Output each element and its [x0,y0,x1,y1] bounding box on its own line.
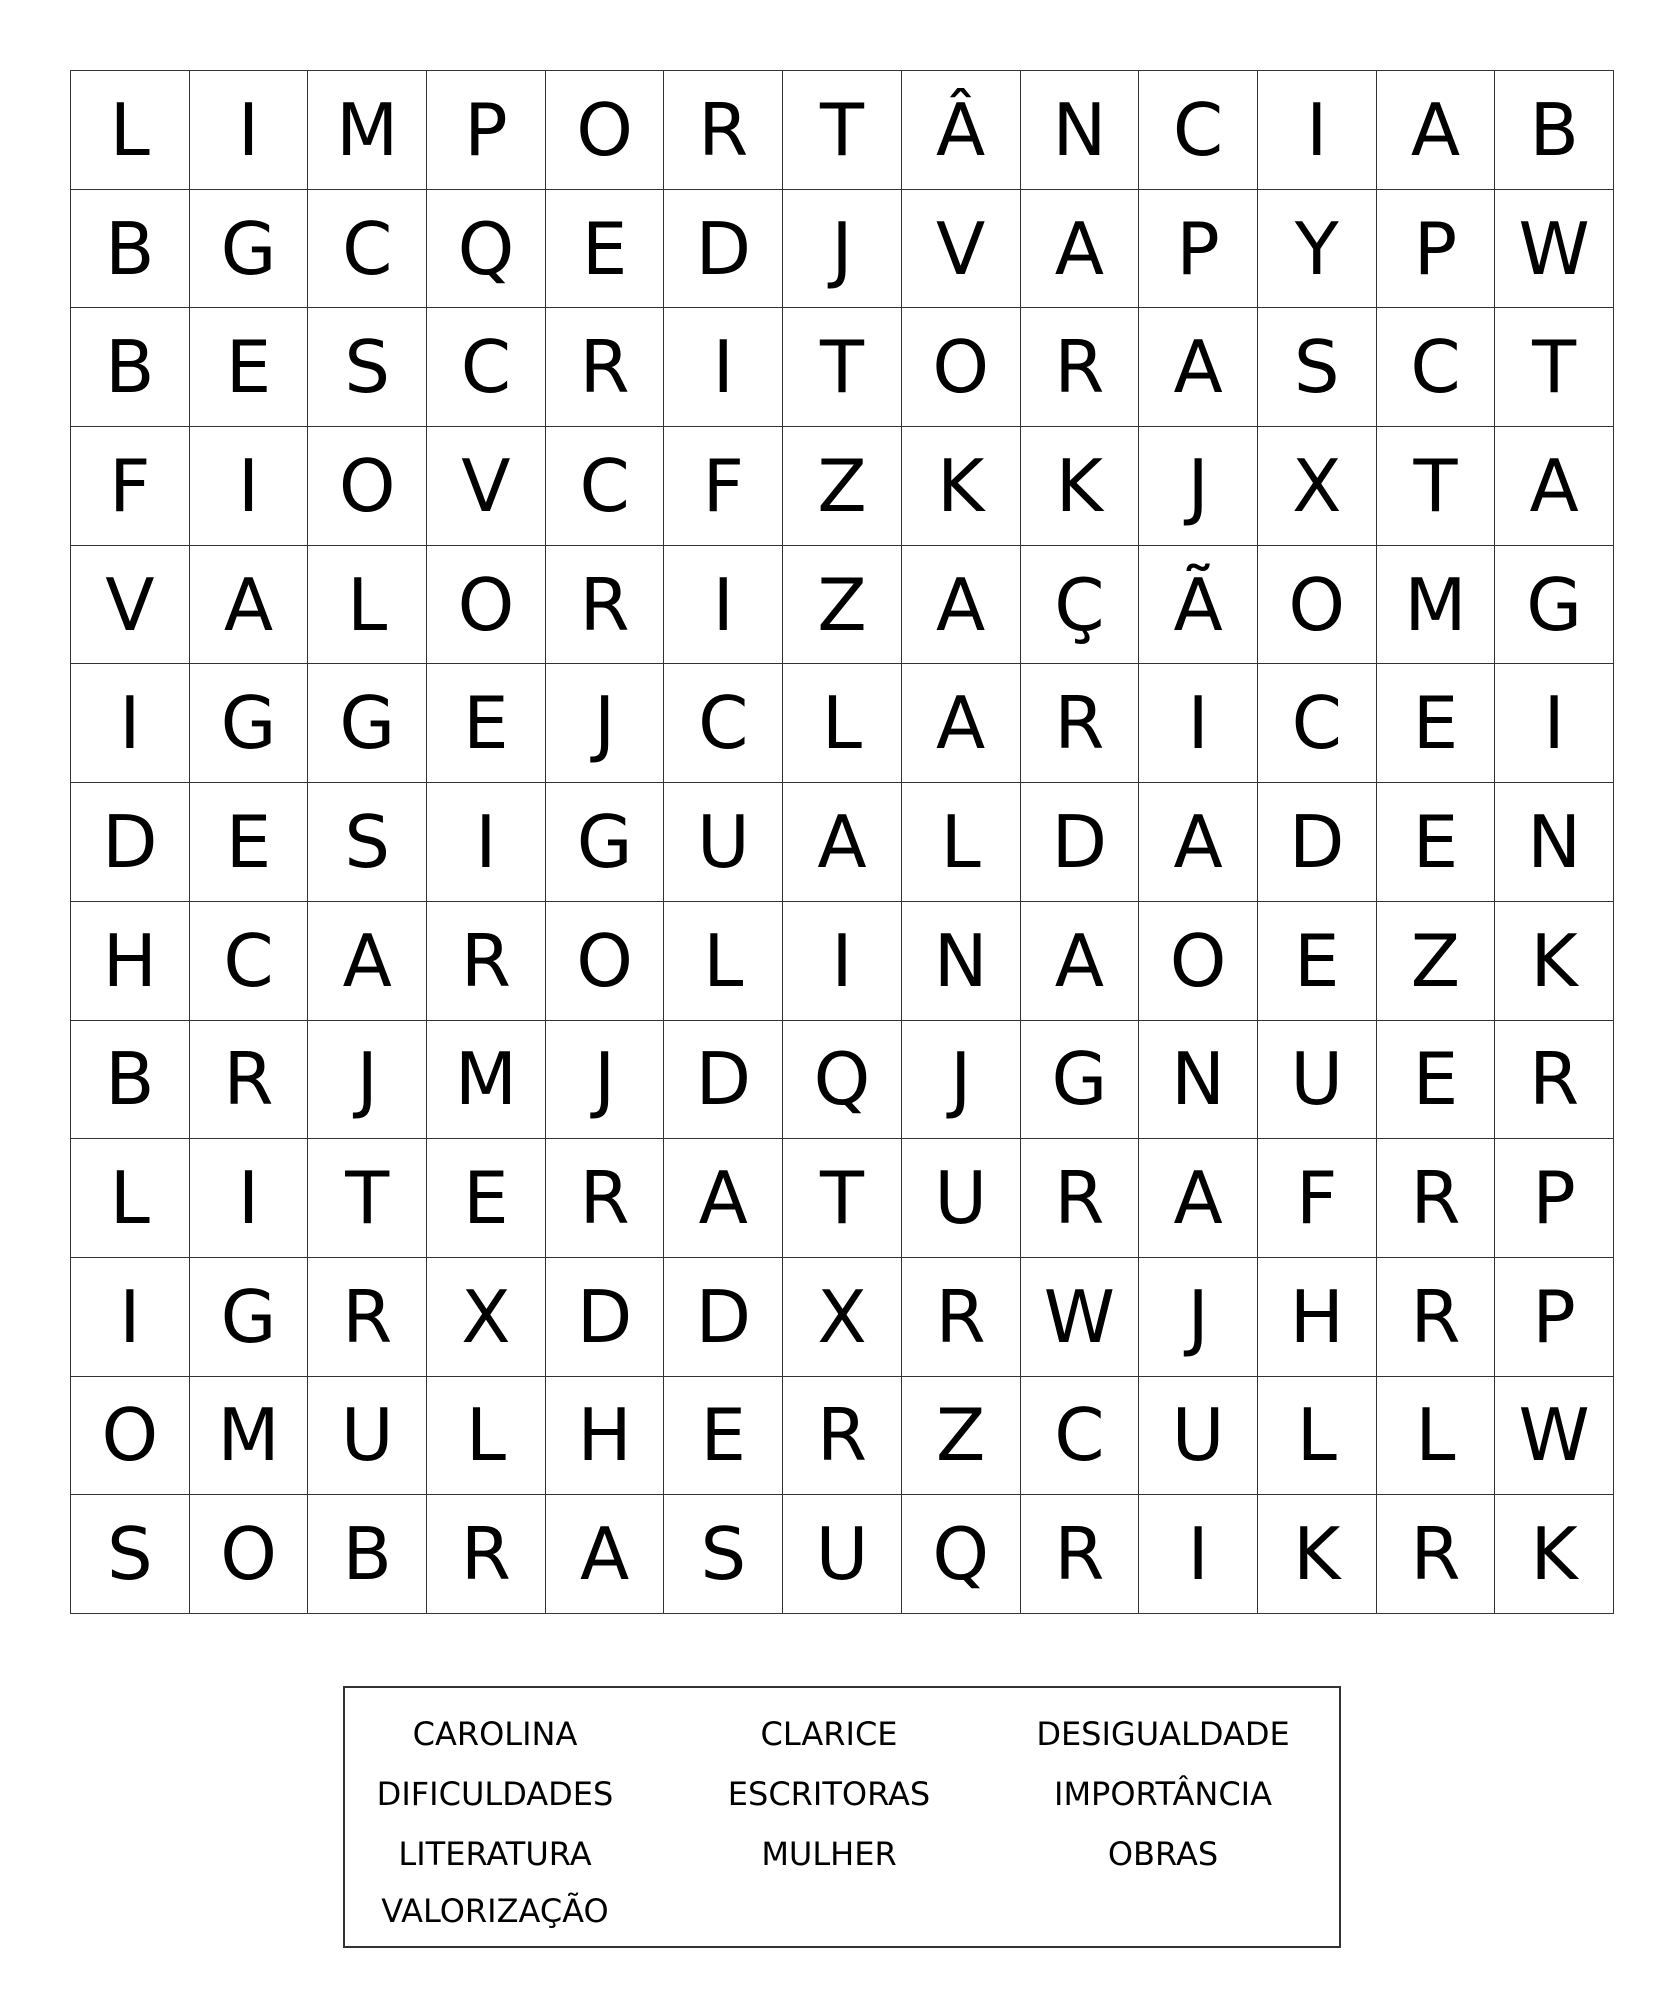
grid-cell[interactable]: A [1021,902,1140,1021]
grid-cell[interactable]: K [1021,427,1140,546]
grid-cell[interactable]: N [1139,1021,1258,1140]
grid-cell[interactable]: J [1139,1258,1258,1377]
word-list-item: CAROLINA [412,1715,578,1753]
grid-cell[interactable]: D [71,783,190,902]
grid-cell[interactable]: D [546,1258,665,1377]
grid-cell[interactable]: S [664,1495,783,1614]
grid-cell[interactable]: I [190,71,309,190]
grid-cell[interactable]: C [1139,71,1258,190]
grid-cell[interactable]: P [1377,190,1496,309]
grid-cell[interactable]: T [1377,427,1496,546]
grid-cell[interactable]: J [783,190,902,309]
grid-cell[interactable]: J [308,1021,427,1140]
grid-cell[interactable]: R [1495,1021,1614,1140]
grid-cell[interactable]: T [308,1139,427,1258]
grid-cell[interactable]: O [902,308,1021,427]
grid-cell[interactable]: I [1139,1495,1258,1614]
grid-cell[interactable]: T [783,1139,902,1258]
grid-cell[interactable]: V [902,190,1021,309]
grid-cell[interactable]: A [1495,427,1614,546]
grid-cell[interactable]: T [783,308,902,427]
word-list-item: MULHER [761,1835,897,1873]
grid-cell[interactable]: C [1258,664,1377,783]
word-list-item: CLARICE [760,1715,898,1753]
grid-cell[interactable]: L [783,664,902,783]
grid-cell[interactable]: R [1377,1139,1496,1258]
word-list-item: ESCRITORAS [727,1775,931,1813]
grid-cell[interactable]: I [664,546,783,665]
grid-cell[interactable]: M [427,1021,546,1140]
grid-cell[interactable]: K [1495,1495,1614,1614]
grid-cell[interactable]: K [902,427,1021,546]
word-list-item: IMPORTÂNCIA [1054,1775,1272,1813]
grid-cell[interactable]: Z [783,427,902,546]
grid-cell[interactable]: R [902,1258,1021,1377]
grid-cell[interactable]: R [664,71,783,190]
grid-cell[interactable]: L [1377,1377,1496,1496]
grid-cell[interactable]: E [1377,1021,1496,1140]
grid-cell[interactable]: C [427,308,546,427]
grid-cell[interactable]: U [1139,1377,1258,1496]
grid-cell[interactable]: U [664,783,783,902]
grid-cell[interactable]: R [1021,664,1140,783]
grid-cell[interactable]: X [783,1258,902,1377]
grid-cell[interactable]: A [902,664,1021,783]
grid-cell[interactable]: C [546,427,665,546]
grid-cell[interactable]: C [1021,1377,1140,1496]
grid-cell[interactable]: L [308,546,427,665]
grid-cell[interactable]: R [546,1139,665,1258]
word-list-item: OBRAS [1107,1835,1219,1873]
grid-cell[interactable]: D [664,1021,783,1140]
grid-cell[interactable]: N [1021,71,1140,190]
word-list-item: VALORIZAÇÃO [381,1892,609,1930]
grid-cell[interactable]: L [664,902,783,1021]
grid-cell[interactable]: I [664,308,783,427]
grid-cell[interactable]: B [71,1021,190,1140]
grid-cell[interactable]: E [1377,664,1496,783]
grid-cell[interactable]: N [1495,783,1614,902]
grid-cell[interactable]: S [308,783,427,902]
grid-cell[interactable]: O [190,1495,309,1614]
grid-cell[interactable]: C [664,664,783,783]
grid-cell[interactable]: A [902,546,1021,665]
grid-cell[interactable]: H [71,902,190,1021]
grid-cell[interactable]: A [190,546,309,665]
grid-cell[interactable]: Ç [1021,546,1140,665]
grid-cell[interactable]: R [427,1495,546,1614]
grid-cell[interactable]: E [1377,783,1496,902]
grid-cell[interactable]: Â [902,71,1021,190]
grid-cell[interactable]: Ã [1139,546,1258,665]
grid-cell[interactable]: V [71,546,190,665]
grid-cell[interactable]: O [1139,902,1258,1021]
grid-cell[interactable]: O [1258,546,1377,665]
word-list-item: DIFICULDADES [376,1775,614,1813]
grid-cell[interactable]: A [1139,1139,1258,1258]
grid-cell[interactable]: R [783,1377,902,1496]
grid-cell[interactable]: E [427,664,546,783]
grid-cell[interactable]: Z [1377,902,1496,1021]
grid-cell[interactable]: O [427,546,546,665]
grid-cell[interactable]: G [308,664,427,783]
grid-cell[interactable]: I [190,427,309,546]
grid-cell[interactable]: H [546,1377,665,1496]
grid-cell[interactable]: B [71,190,190,309]
word-list-item: DESIGUALDADE [1036,1715,1290,1753]
grid-cell[interactable]: P [1495,1258,1614,1377]
grid-cell[interactable]: W [1495,190,1614,309]
grid-cell[interactable]: Q [902,1495,1021,1614]
grid-cell[interactable]: I [1139,664,1258,783]
letter-grid [70,70,1614,1614]
grid-cell[interactable]: G [190,1258,309,1377]
grid-cell[interactable]: I [1495,664,1614,783]
grid-cell[interactable]: O [71,1377,190,1496]
grid-cell[interactable]: G [1021,1021,1140,1140]
grid-cell[interactable]: I [1258,71,1377,190]
grid-cell[interactable]: V [427,427,546,546]
grid-cell[interactable]: B [71,308,190,427]
grid-cell[interactable]: T [1495,308,1614,427]
grid-cell[interactable]: G [190,190,309,309]
grid-cell[interactable]: O [546,71,665,190]
grid-cell[interactable]: A [1377,71,1496,190]
grid-cell[interactable]: Q [427,190,546,309]
grid-cell[interactable]: D [664,190,783,309]
grid-cell[interactable]: F [1258,1139,1377,1258]
grid-cell[interactable]: R [308,1258,427,1377]
grid-cell[interactable]: A [1139,308,1258,427]
grid-cell[interactable]: C [1377,308,1496,427]
grid-cell[interactable]: J [546,1021,665,1140]
grid-cell[interactable]: G [546,783,665,902]
grid-cell[interactable]: Y [1258,190,1377,309]
grid-cell[interactable]: U [902,1139,1021,1258]
grid-cell[interactable]: E [664,1377,783,1496]
grid-cell[interactable]: R [1021,1495,1140,1614]
grid-cell[interactable]: R [1377,1495,1496,1614]
grid-cell[interactable]: H [1258,1258,1377,1377]
grid-cell[interactable]: K [1495,902,1614,1021]
grid-cell[interactable]: P [1495,1139,1614,1258]
grid-cell[interactable]: L [71,71,190,190]
grid-cell[interactable]: X [427,1258,546,1377]
word-list-box [343,1686,1341,1948]
grid-cell[interactable]: R [1021,308,1140,427]
grid-cell[interactable]: I [71,664,190,783]
word-list-item: LITERATURA [398,1835,592,1873]
grid-cell[interactable]: R [546,546,665,665]
grid-cell[interactable]: F [664,427,783,546]
grid-cell[interactable]: A [308,902,427,1021]
grid-cell[interactable]: Q [783,1021,902,1140]
grid-cell[interactable]: R [190,1021,309,1140]
grid-cell[interactable]: I [71,1258,190,1377]
grid-cell[interactable]: L [427,1377,546,1496]
grid-cell[interactable]: L [902,783,1021,902]
grid-cell[interactable]: A [1139,783,1258,902]
grid-cell[interactable]: R [1021,1139,1140,1258]
grid-cell[interactable]: G [1495,546,1614,665]
grid-cell[interactable]: D [1021,783,1140,902]
grid-cell[interactable]: W [1021,1258,1140,1377]
grid-cell[interactable]: U [1258,1021,1377,1140]
grid-cell[interactable]: F [71,427,190,546]
grid-cell[interactable]: R [1377,1258,1496,1377]
grid-cell[interactable]: A [1021,190,1140,309]
grid-cell[interactable]: O [546,902,665,1021]
grid-cell[interactable]: C [190,902,309,1021]
grid-cell[interactable]: E [427,1139,546,1258]
grid-cell[interactable]: R [546,308,665,427]
grid-cell[interactable]: T [783,71,902,190]
grid-cell[interactable]: U [308,1377,427,1496]
grid-cell[interactable]: S [71,1495,190,1614]
grid-cell[interactable]: A [546,1495,665,1614]
grid-cell[interactable]: M [1377,546,1496,665]
grid-cell[interactable]: M [308,71,427,190]
grid-cell[interactable]: D [1258,783,1377,902]
grid-cell[interactable]: J [1139,427,1258,546]
grid-cell[interactable]: M [190,1377,309,1496]
grid-cell[interactable]: E [1258,902,1377,1021]
grid-cell[interactable]: P [1139,190,1258,309]
grid-cell[interactable]: R [427,902,546,1021]
grid-cell[interactable]: S [1258,308,1377,427]
grid-cell[interactable]: E [546,190,665,309]
grid-cell[interactable]: D [664,1258,783,1377]
grid-cell[interactable]: W [1495,1377,1614,1496]
grid-cell[interactable]: Z [783,546,902,665]
grid-cell[interactable]: L [71,1139,190,1258]
grid-cell[interactable]: B [1495,71,1614,190]
grid-cell[interactable]: P [427,71,546,190]
grid-cell[interactable]: I [783,902,902,1021]
grid-cell[interactable]: A [783,783,902,902]
grid-cell[interactable]: G [190,664,309,783]
grid-cell[interactable]: I [427,783,546,902]
grid-cell[interactable]: C [308,190,427,309]
grid-cell[interactable]: J [902,1021,1021,1140]
grid-cell[interactable]: E [190,783,309,902]
grid-cell[interactable]: S [308,308,427,427]
grid-cell[interactable]: E [190,308,309,427]
grid-cell[interactable]: B [308,1495,427,1614]
grid-cell[interactable]: A [664,1139,783,1258]
grid-cell[interactable]: U [783,1495,902,1614]
grid-cell[interactable]: Z [902,1377,1021,1496]
grid-cell[interactable]: L [1258,1377,1377,1496]
grid-cell[interactable]: O [308,427,427,546]
grid-cell[interactable]: J [546,664,665,783]
grid-cell[interactable]: X [1258,427,1377,546]
grid-cell[interactable]: N [902,902,1021,1021]
grid-cell[interactable]: I [190,1139,309,1258]
grid-cell[interactable]: K [1258,1495,1377,1614]
